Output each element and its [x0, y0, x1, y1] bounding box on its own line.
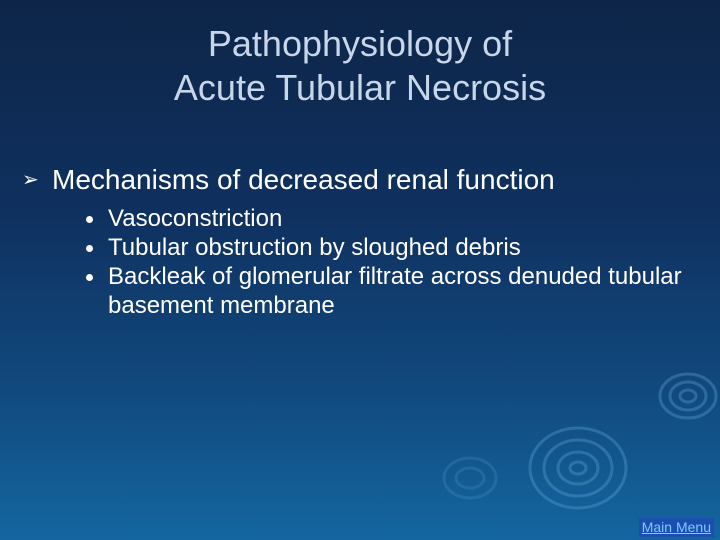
- arrow-right-icon: ➢: [22, 169, 39, 191]
- bullet-dot-icon: [86, 245, 93, 252]
- slide-title-line-2: Acute Tubular Necrosis: [173, 67, 547, 108]
- main-bullet: [22, 162, 555, 198]
- list-item-text: Vasoconstriction: [108, 205, 283, 232]
- list-item: [86, 204, 706, 233]
- list-item: [86, 233, 706, 262]
- slide-title: [90, 22, 630, 110]
- list-item: [86, 262, 706, 320]
- list-item-text: Backleak of glomerular filtrate across denuded tubular basement membrane: [108, 263, 682, 319]
- main-bullet-text: Mechanisms of decreased renal function: [52, 164, 555, 195]
- sub-bullet-list: [86, 204, 706, 320]
- list-item-text: Tubular obstruction by sloughed debris: [108, 234, 521, 261]
- slide-title-line-1: Pathophysiology of: [207, 23, 513, 64]
- main-menu-link[interactable]: Main Menu: [639, 518, 714, 537]
- bullet-dot-icon: [86, 216, 93, 223]
- bullet-dot-icon: [86, 274, 93, 281]
